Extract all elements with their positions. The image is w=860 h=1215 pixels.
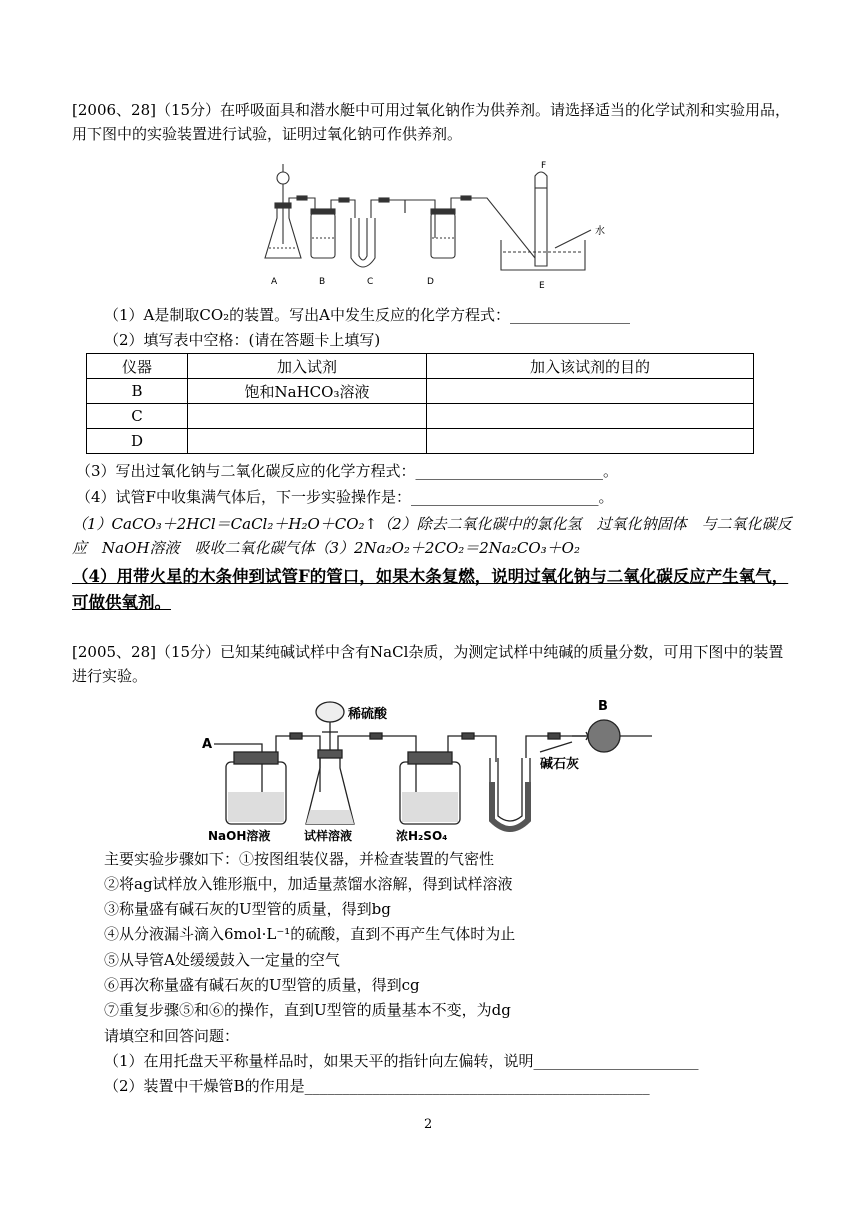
step-line: （1）在用托盘天平称量样品时，如果天平的指针向左偏转，说明______________________	[104, 1052, 699, 1070]
q2006-part2: （2）填写表中空格：(请在答题卡上填写)	[104, 331, 381, 349]
q2006-part4: （4）试管F中收集满气体后，下一步实验操作是：_________________________。	[76, 488, 614, 506]
label-d: D	[427, 277, 434, 287]
table-header: 加入该试剂的目的	[427, 354, 754, 379]
table-header: 仪器	[87, 354, 188, 379]
table-cell	[188, 404, 427, 429]
table-header: 加入试剂	[188, 354, 427, 379]
step-line: ④从分液漏斗滴入6mol·L⁻¹的硫酸，直到不再产生气体时为止	[104, 925, 516, 943]
step-line: 请填空和回答问题：	[104, 1027, 240, 1045]
q2005-stem: [2005、28]（15分）已知某纯碱试样中含有NaCl杂质，为测定试样中纯碱的质量分数，可用下图中的装置进行实验。	[72, 643, 784, 685]
label-b: B	[319, 277, 326, 287]
step-line: ②将ag试样放入锥形瓶中，加适量蒸馏水溶解，得到试样溶液	[104, 875, 513, 893]
label-e: E	[539, 281, 545, 290]
label-b: B	[598, 699, 608, 714]
q2006-part1: （1）A是制取CO₂的装置。写出A中发生反应的化学方程式：________________	[104, 306, 630, 324]
step-line: ③称量盛有碱石灰的U型管的质量，得到bg	[104, 900, 391, 918]
q2005-apparatus-figure	[200, 692, 660, 844]
table-row	[87, 429, 754, 454]
q2006-stem: [2006、28]（15分）在呼吸面具和潜水艇中可用过氧化钠作为供养剂。请选择适当的化学试剂和实验用品，用下图中的实验装置进行试验，证明过氧化钠可作供养剂。	[72, 101, 791, 143]
step-line: ⑦重复步骤⑤和⑥的操作，直到U型管的质量基本不变，为dg	[104, 1001, 511, 1019]
table-row	[87, 404, 754, 429]
label-f: F	[541, 161, 547, 171]
step-line: （2）装置中干燥管B的作用是______________________________________________	[104, 1077, 650, 1095]
table-cell: B	[87, 379, 188, 404]
label-naoh-solution: NaOH溶液	[208, 829, 271, 843]
table-cell: C	[87, 404, 188, 429]
step-line: 主要实验步骤如下：①按图组装仪器，并检查装置的气密性	[104, 850, 495, 868]
label-sample-solution: 试样溶液	[304, 829, 353, 843]
table-row	[87, 379, 754, 404]
table-cell	[427, 404, 754, 429]
label-c: C	[367, 277, 374, 287]
table-cell	[427, 379, 754, 404]
label-water: 水	[595, 226, 605, 237]
table-cell	[188, 429, 427, 454]
table-cell: 饱和NaHCO₃溶液	[188, 379, 427, 404]
label-a: A	[202, 737, 213, 752]
table-cell: D	[87, 429, 188, 454]
step-line: ⑤从导管A处缓缓鼓入一定量的空气	[104, 951, 340, 969]
q2006-answer-1: （1）CaCO₃＋2HCl＝CaCl₂＋H₂O＋CO₂↑（2）除去二氧化碳中的氯化氢 过氧化钠固体 与二氧化碳反应 NaOH溶液 吸收二氧化碳气体（3）2Na₂O₂＋2CO₂＝2Na₂CO₃＋O₂	[72, 515, 792, 557]
table-header-row	[87, 354, 754, 379]
label-soda-lime: 碱石灰	[540, 757, 580, 772]
q2006-answer-2: （4）用带火星的木条伸到试管F的管口，如果木条复燃，说明过氧化钠与二氧化碳反应产生氧气，可做供氧剂。	[72, 567, 789, 612]
q2006-part3: （3）写出过氧化钠与二氧化碳反应的化学方程式：_________________________。	[76, 462, 619, 480]
page-number: 2	[424, 1117, 433, 1132]
q2006-apparatus-figure	[255, 158, 615, 290]
label-conc-h2so4: 浓H₂SO₄	[396, 829, 448, 843]
reagent-table	[86, 353, 754, 454]
label-a: A	[271, 277, 278, 287]
table-cell	[427, 429, 754, 454]
label-dilute-acid: 稀硫酸	[348, 707, 388, 722]
step-line: ⑥再次称量盛有碱石灰的U型管的质量，得到cg	[104, 976, 420, 994]
